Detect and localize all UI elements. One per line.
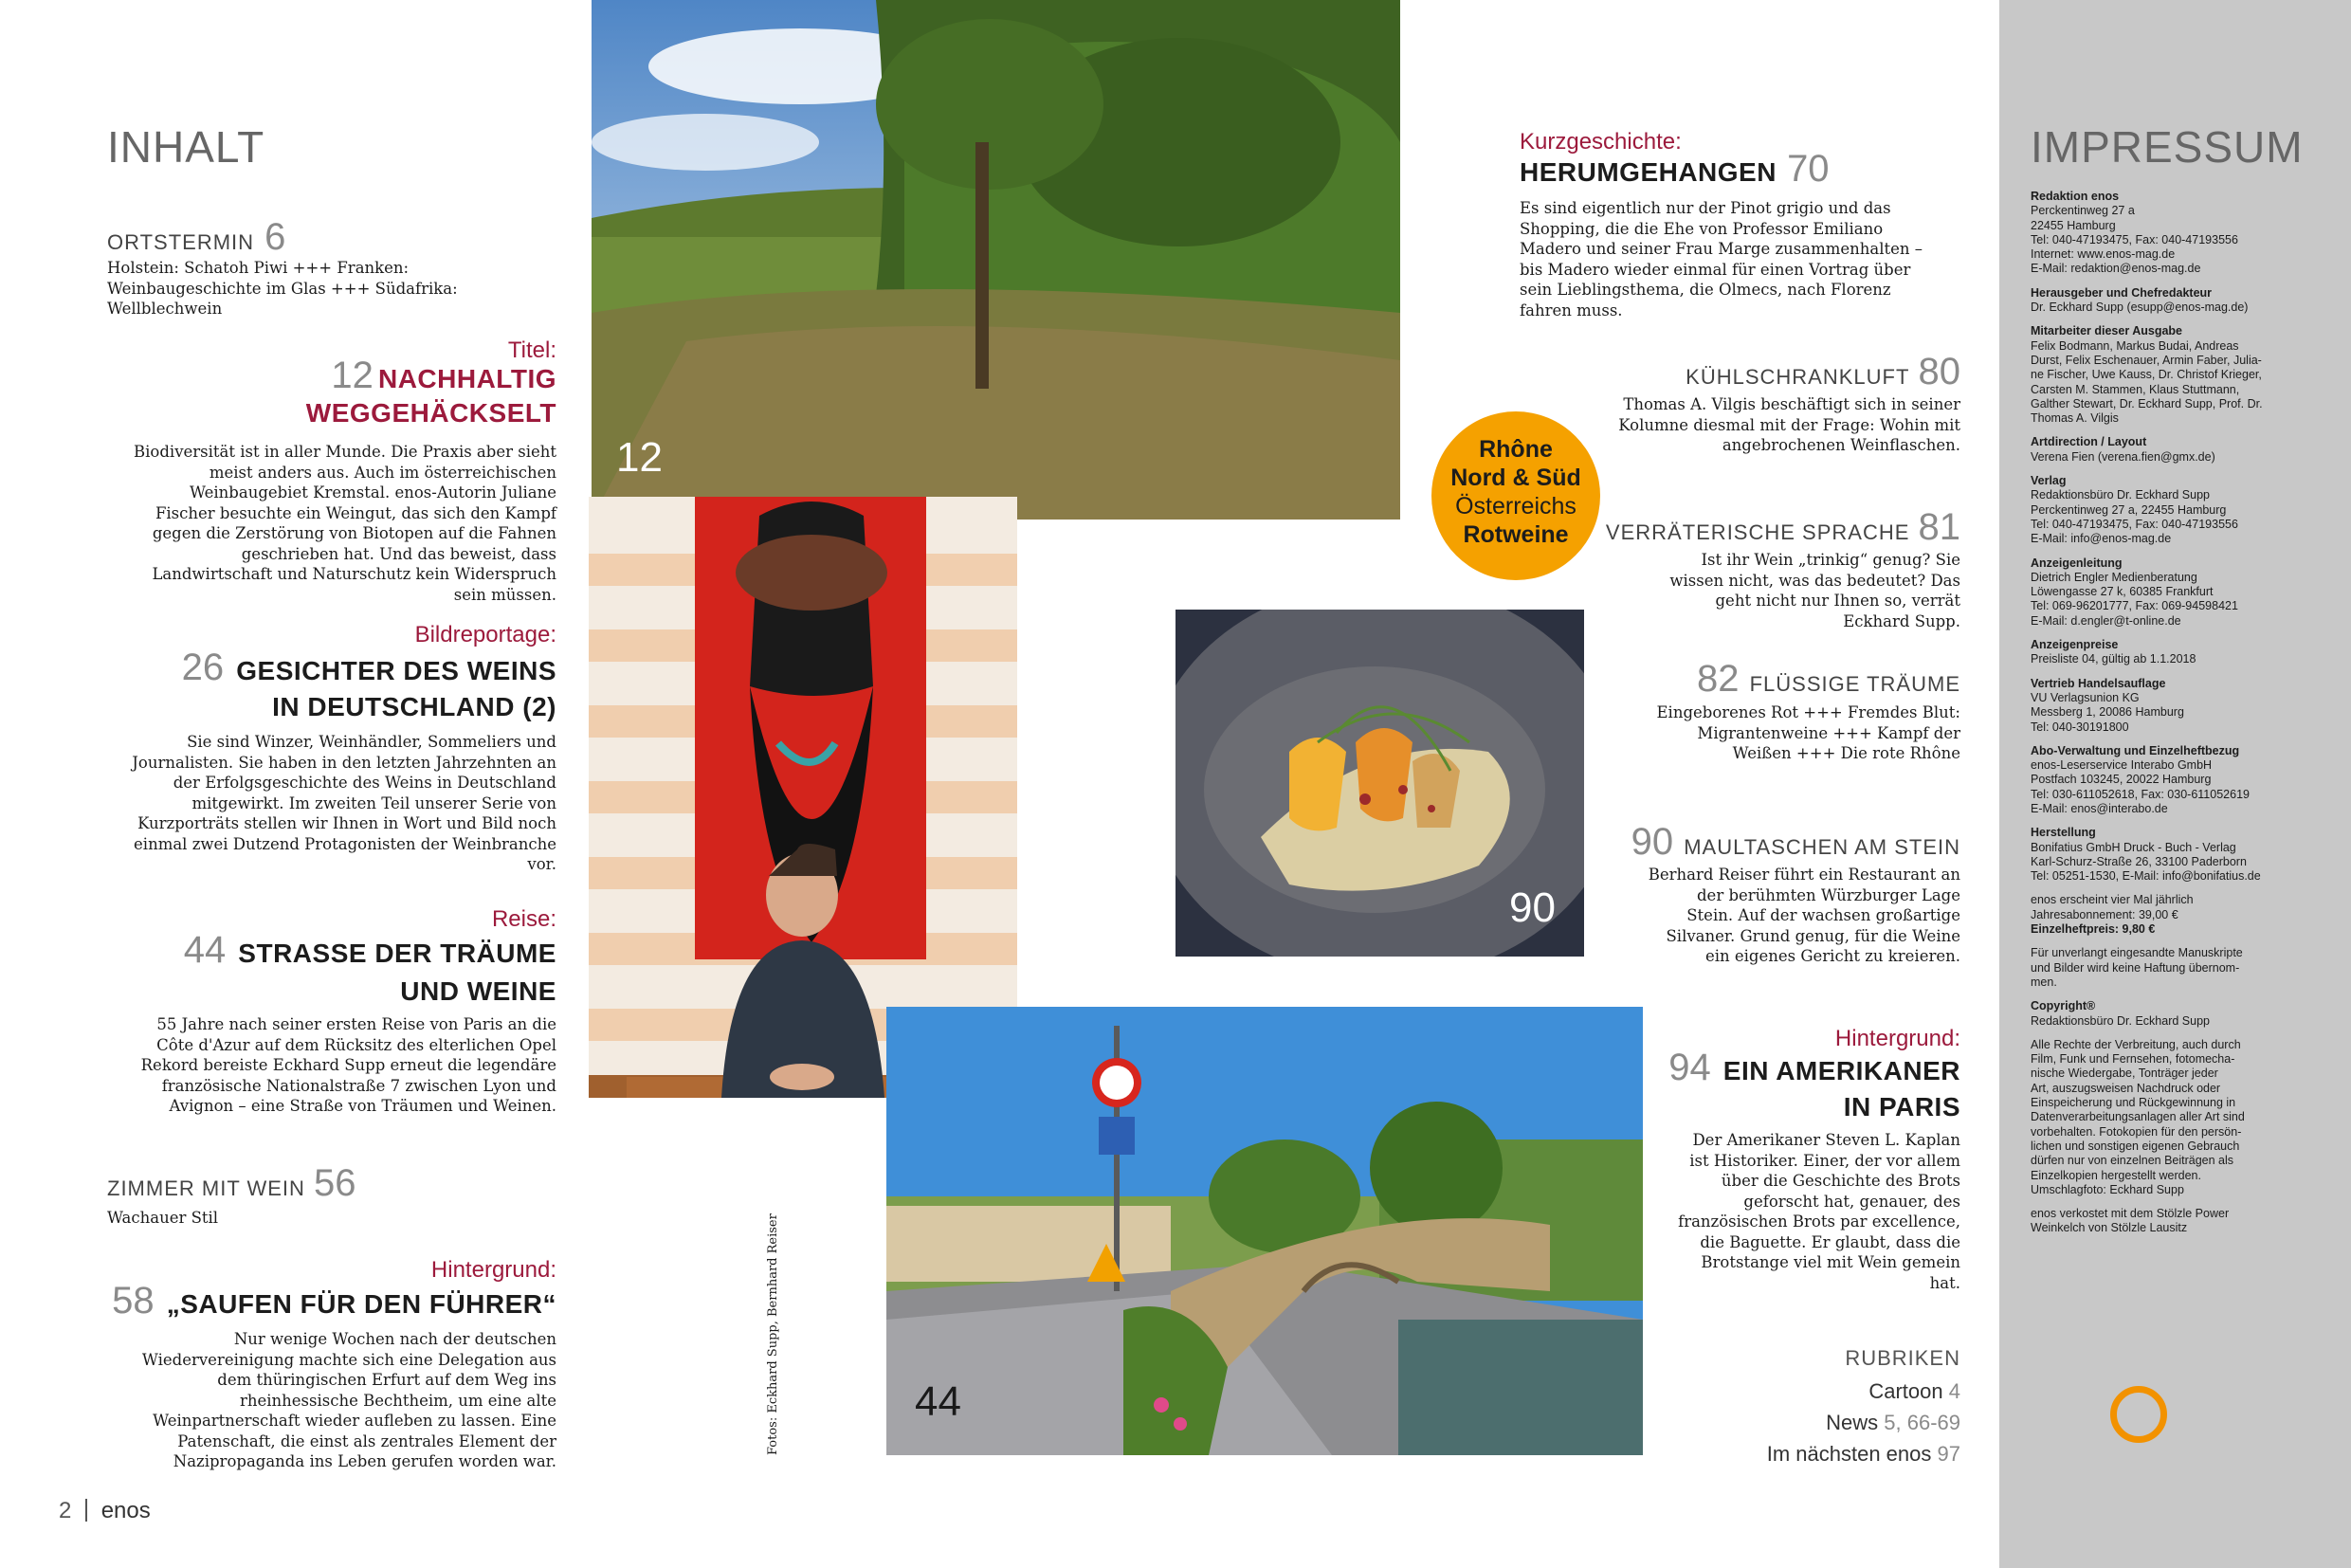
impressum-line: Preisliste 04, gültig ab 1.1.2018 [2031,652,2196,666]
toc-title: STRASSE DER TRÄUME [238,939,556,968]
impressum-label: Mitarbeiter dieser Ausgabe [2031,324,2183,338]
toc-page: 94 [1668,1047,1711,1088]
toc-page: 12 [331,355,374,396]
toc-entry-bildreportage[interactable] [120,647,556,689]
impressum-line: Postfach 103245, 20022 Hamburg [2031,773,2212,787]
impressum-line: Alle Rechte der Verbreitung, auch durch [2031,1037,2241,1051]
badge-line: Österreichs [1455,493,1576,520]
rubriken-title: RUBRIKEN [1845,1346,1960,1370]
impressum-line: Dietrich Engler Medienberatung [2031,570,2197,584]
impressum-group [2031,474,2334,546]
toc-entry-zimmer[interactable] [107,1162,356,1205]
impressum-content [2031,190,2334,1246]
toc-text: Eingeborenes Rot +++ Fremdes Blut: Migrantenweine +++ Kampf der Weißen +++ Die rote Rhône [1656,703,1960,762]
impressum-line: VU Verlagsunion KG [2031,690,2140,704]
rubriken-pages: 97 [1937,1442,1960,1466]
toc-page: 81 [1918,506,1960,548]
rubriken-item[interactable] [1767,1438,1960,1469]
rubriken-label: Cartoon [1868,1379,1943,1403]
impressum-line: Redaktionsbüro Dr. Eckhard Supp [2031,1013,2210,1028]
toc-category: Kurzgeschichte: [1520,129,1682,155]
impressum-label: Anzeigenleitung [2031,556,2123,570]
impressum-group [2031,826,2334,884]
rubriken-item[interactable] [1767,1407,1960,1438]
brand-logo: enos [100,1498,151,1523]
impressum-label: Vertrieb Handelsauflage [2031,676,2166,690]
impressum-group [2031,744,2334,816]
photo-bridge [886,1007,1643,1455]
toc-entry-maultaschen[interactable] [1631,821,1960,864]
toc-label: MAULTASCHEN AM STEIN [1684,835,1960,859]
divider [85,1499,87,1522]
toc-text: Berhard Reiser führt ein Restaurant an der berühmten Würzburger Lage Stein. Auf der wachsen großartige Silvaner. Grund genug, für die Weine ein eigenes Gericht zu kreieren. [1648,866,1960,965]
impressum-line: nische Wiedergabe, Tonträger jeder [2031,1067,2218,1081]
impressum-line: Tel: 040-47193475, Fax: 040-47193556 [2031,232,2238,246]
rubriken-label: News [1826,1411,1879,1434]
impressum-line: Perckentinweg 27 a [2031,204,2135,218]
impressum-line: Jahresabonnement: 39,00 € [2031,907,2178,921]
impressum-group [2031,324,2334,426]
impressum-group [2031,1038,2334,1197]
toc-entry-hintergrund-2[interactable] [1619,1047,1960,1089]
impressum-line: Datenverarbeitungsanlagen aller Art sind [2031,1110,2245,1124]
toc-page: 82 [1696,658,1740,700]
impressum-line: enos-Leserservice Interabo GmbH [2031,758,2213,773]
toc-label: KÜHLSCHRANKLUFT [1686,365,1910,389]
photo-credit: Fotos: Eckhard Supp, Bernhard Reiser [766,1213,780,1455]
toc-text: Ist ihr Wein „trinkig“ genug? Sie wissen nicht, was das bedeutet? Das geht nicht nur Ihnen so, verrät Eckhard Supp. [1669,551,1960,630]
impressum-label: Copyright® [2031,999,2096,1013]
impressum-line: Bonifatius GmbH Druck - Buch - Verlag [2031,840,2236,854]
impressum-line: E-Mail: redaktion@enos-mag.de [2031,262,2201,276]
photo-number: 12 [616,434,663,481]
impressum-line: E-Mail: enos@interabo.de [2031,801,2168,815]
impressum-title: IMPRESSUM [2031,122,2304,172]
toc-category: Hintergrund: [1834,1026,1960,1051]
impressum-line: Messberg 1, 20086 Hamburg [2031,705,2184,720]
impressum-line: Thomas A. Vilgis [2031,411,2119,426]
toc-page: 44 [183,929,227,971]
impressum-group [2031,286,2334,316]
impressum-line: Tel: 040-47193475, Fax: 040-47193556 [2031,517,2238,531]
toc-text: Es sind eigentlich nur der Pinot grigio und das Shopping, die die Ehe von Professor Emiliano Madero und seiner Frau Marge zusammenhalten – bis Madero wieder einmal für einen Vortrag über sein Lieblingsthema, die Olmecs, nach Florenz fahren muss. [1520,199,1923,319]
impressum-line: Tel: 05251-1530, E-Mail: info@bonifatius.de [2031,869,2261,884]
impressum-line: Redaktionsbüro Dr. Eckhard Supp [2031,488,2210,502]
impressum-line: Löwengasse 27 k, 60385 Frankfurt [2031,585,2214,599]
impressum-line: und Bilder wird keine Haftung übernom- [2031,960,2240,975]
toc-category: Bildreportage: [414,622,556,647]
impressum-sidebar [1999,0,2351,1568]
impressum-line: Karl-Schurz-Straße 26, 33100 Paderborn [2031,854,2247,868]
impressum-label: Artdirection / Layout [2031,435,2147,449]
impressum-line: Internet: www.enos-mag.de [2031,247,2176,262]
impressum-group [2031,190,2334,277]
impressum-line: Einzelkopien hergestellt werden. [2031,1168,2201,1182]
toc-entry-titel[interactable] [139,355,556,397]
impressum-line: ne Fischer, Uwe Kauss, Dr. Christof Krieger, [2031,368,2262,382]
impressum-line: vorbehalten. Fotokopien für den persön- [2031,1124,2242,1139]
toc-title: IN PARIS [1843,1092,1960,1121]
toc-title: IN DEUTSCHLAND (2) [272,692,556,721]
toc-text: Sie sind Winzer, Weinhändler, Sommeliers und Journalisten. Sie haben in den letzten Jahrzehnten an der Erfolgsgeschichte des Weins in Deutschland mitgewirkt. Im zweiten Teil unserer Serie von Kurzporträts stellen wir Ihnen in Wort und Bild noch einmal zwei Dutzend Protagonisten der Weinbranche vor. [132,733,556,873]
toc-category: Hintergrund: [430,1257,556,1283]
toc-entry-reise[interactable] [120,929,556,972]
toc-entry-ortstermin[interactable] [107,216,285,259]
toc-entry-traeume[interactable] [1697,658,1960,701]
toc-text: Thomas A. Vilgis beschäftigt sich in seiner Kolumne diesmal mit der Frage: Wohin mit angebrochenen Weinflaschen. [1618,395,1960,454]
toc-text: Holstein: Schatoh Piwi +++ Franken: Weinbaugeschichte im Glas +++ Südafrika: Wellblechwein [107,259,458,318]
badge-line: Rotweine [1463,521,1569,548]
badge-line: Rhône [1479,436,1553,463]
impressum-line: Einzelheftpreis: 9,80 € [2031,922,2156,937]
rubriken-list [1767,1376,1960,1469]
impressum-label: Anzeigenpreise [2031,638,2119,652]
impressum-line: Galther Stewart, Dr. Eckhard Supp, Prof. Dr. [2031,396,2263,410]
impressum-label: Verlag [2031,474,2067,488]
impressum-group [2031,893,2334,937]
toc-label: VERRÄTERISCHE SPRACHE [1605,520,1910,544]
toc-page: 70 [1787,148,1830,190]
impressum-line: Tel: 030-611052618, Fax: 030-611052619 [2031,787,2250,801]
impressum-line: Für unverlangt eingesandte Manuskripte [2031,946,2243,960]
impressum-line: Felix Bodmann, Markus Budai, Andreas [2031,338,2239,353]
impressum-group [2031,1207,2334,1236]
toc-category: Titel: [507,337,556,363]
rubriken-pages: 5, 66-69 [1884,1411,1960,1434]
impressum-line: Dr. Eckhard Supp (esupp@enos-mag.de) [2031,301,2249,315]
toc-text: Biodiversität ist in aller Munde. Die Praxis aber sieht meist anders aus. Auch im österreichischen Weinbaugebiet Kremstal. enos-Autorin Juliane Fischer besuchte ein Weingut, das sich den Kampf gegen die Zerstörung von Biotopen auf die Fahnen geschrieben hat. Und das beweist, dass Landwirtschaft und Naturschutz kein Widerspruch sein müssen. [134,443,556,604]
impressum-line: Einspeicherung und Rückgewinnung in [2031,1096,2236,1110]
impressum-line: Tel: 069-96201777, Fax: 069-94598421 [2031,599,2238,613]
photo-number: 90 [1509,884,1556,931]
impressum-label: Redaktion enos [2031,190,2120,203]
photo-landscape [592,0,1400,520]
impressum-line: E-Mail: d.engler@t-online.de [2031,613,2181,628]
toc-title: GESICHTER DES WEINS [236,656,556,685]
impressum-line: Tel: 040-30191800 [2031,720,2129,734]
toc-page: 6 [264,216,286,258]
enos-logo-icon [2110,1386,2167,1443]
toc-title: WEGGEHÄCKSELT [305,398,556,428]
rubriken-pages: 4 [1948,1379,1960,1403]
rubriken-item[interactable] [1767,1376,1960,1407]
photo-dish [1176,610,1584,957]
impressum-label: Herausgeber und Chefredakteur [2031,285,2213,300]
toc-text: 55 Jahre nach seiner ersten Reise von Paris an die Côte d'Azur auf dem Rücksitz des elterlichen Opel Rekord bereiste Eckhard Supp erneut die legendäre französische Nationalstraße 7 zwischen Lyon und Avignon – eine Straße von Träumen und Weinen. [140,1015,556,1115]
toc-title: UND WEINE [400,976,556,1006]
page-number: 2 [59,1498,72,1523]
toc-title: „SAUFEN FÜR DEN FÜHRER“ [166,1289,556,1319]
toc-label: ORTSTERMIN [107,230,255,254]
toc-entry-kurzgeschichte[interactable] [1520,148,1830,191]
impressum-label: Herstellung [2031,826,2096,840]
impressum-line: E-Mail: info@enos-mag.de [2031,532,2172,546]
toc-entry-sprache[interactable] [1606,506,1960,549]
toc-title: HERUMGEHANGEN [1520,157,1777,187]
toc-text: Wachauer Stil [107,1209,219,1227]
toc-entry-hintergrund-1[interactable] [101,1280,556,1322]
topic-badge[interactable] [1431,411,1600,580]
page-title: INHALT [107,122,265,172]
impressum-line: Weinkelch von Stölzle Lausitz [2031,1221,2188,1235]
photo-number: 44 [915,1378,961,1425]
impressum-line: Art, auszugsweisen Nachdruck oder [2031,1081,2221,1095]
toc-page: 26 [181,647,225,688]
impressum-line: enos verkostet mit dem Stölzle Power [2031,1207,2230,1221]
impressum-line: enos erscheint vier Mal jährlich [2031,893,2194,907]
impressum-line: 22455 Hamburg [2031,218,2116,232]
impressum-line: lichen und sonstigen eigenen Gebrauch [2031,1139,2240,1153]
impressum-line: Verena Fien (verena.fien@gmx.de) [2031,449,2215,464]
toc-title: EIN AMERIKANER [1722,1056,1960,1085]
impressum-line: Durst, Felix Eschenauer, Armin Faber, Julia- [2031,353,2262,367]
toc-entry-kuehlschrankluft[interactable] [1686,351,1960,393]
impressum-line: men. [2031,975,2057,989]
toc-page: 90 [1631,821,1674,863]
impressum-line: Carsten M. Stammen, Klaus Stuttmann, [2031,382,2240,396]
toc-page: 80 [1918,351,1960,392]
toc-page: 56 [314,1162,356,1204]
toc-text: Der Amerikaner Steven L. Kaplan ist Historiker. Einer, der vor allem über die Geschichte des Brots geforscht hat, genauer, des französischen Brots par excellence, die Baguette. Er glaubt, dass die Brotstange viel mit Wein gemein hat. [1678,1131,1960,1292]
impressum-line: dürfen nur von einzelnen Beiträgen als [2031,1154,2234,1168]
rubriken-label: Im nächsten enos [1766,1442,1932,1466]
toc-label: ZIMMER MIT WEIN [107,1176,305,1200]
impressum-group [2031,638,2334,667]
impressum-line: Perckentinweg 27 a, 22455 Hamburg [2031,502,2227,517]
toc-page: 58 [112,1280,155,1322]
impressum-group [2031,677,2334,735]
impressum-group [2031,556,2334,629]
toc-label: FLÜSSIGE TRÄUME [1749,672,1960,696]
impressum-label: Abo-Verwaltung und Einzelheftbezug [2031,743,2240,757]
impressum-group [2031,999,2334,1029]
impressum-line: Umschlagfoto: Eckhard Supp [2031,1182,2184,1196]
toc-category: Reise: [491,906,556,932]
page-footer [59,1498,151,1524]
impressum-group [2031,435,2334,465]
badge-line: Nord & Süd [1450,465,1581,491]
toc-title: NACHHALTIG [377,364,556,393]
impressum-group [2031,946,2334,990]
toc-text: Nur wenige Wochen nach der deutschen Wiedervereinigung machte sich eine Delegation aus dem thüringischen Erfurt auf dem Weg ins rheinhessische Bechtheim, um eine alte Weinpartnerschaft wieder aufleben zu lassen. Eine Patenschaft, die einst als zentrales Element der Nazipropaganda ins Leben gerufen worden war. [141,1330,556,1470]
impressum-line: Film, Funk und Fernsehen, fotomecha- [2031,1052,2235,1067]
